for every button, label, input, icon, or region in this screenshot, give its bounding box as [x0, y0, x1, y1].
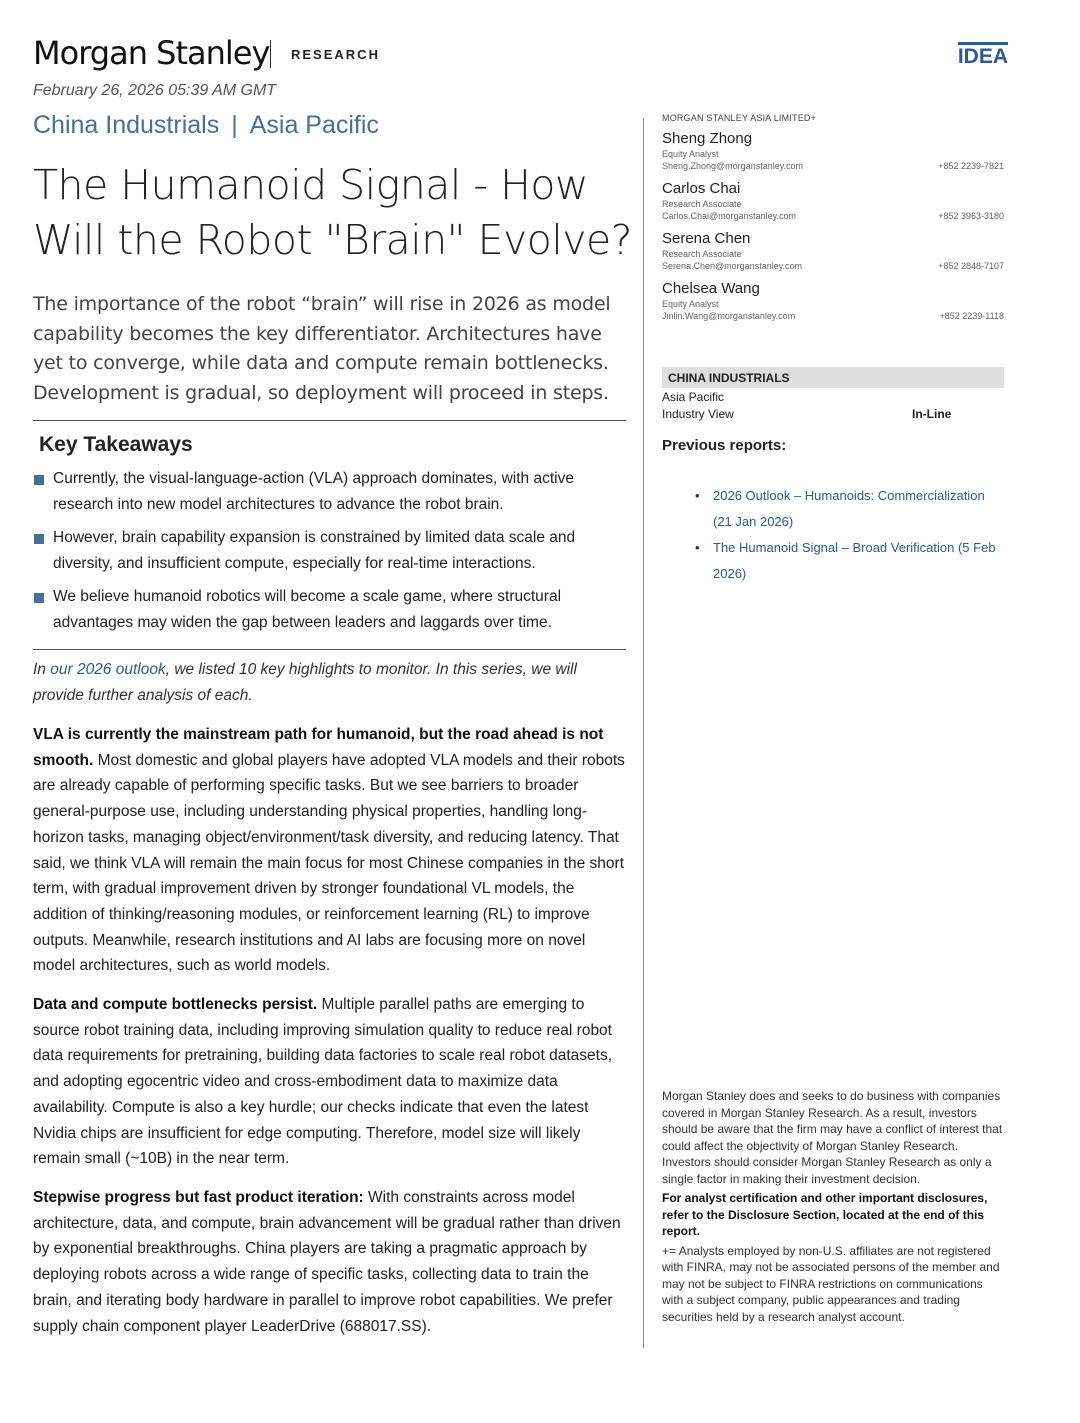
- analyst-role: Equity Analyst: [662, 149, 719, 159]
- certification-note: For analyst certification and other important disclosures, refer to the Disclosure Section, located at the end of this report.: [662, 1191, 988, 1238]
- analyst-email[interactable]: Carlos.Chai@morganstanley.com: [662, 211, 797, 221]
- intro-prefix: In: [33, 661, 51, 678]
- industry-bar: CHINA INDUSTRIALS: [662, 367, 1004, 388]
- analyst-phone: +852 2239-7821: [938, 161, 1004, 171]
- analyst-phone: +852 2848-7107: [938, 261, 1004, 271]
- paragraph-stepwise: [33, 1185, 628, 1339]
- logo-divider: [270, 40, 271, 68]
- report-subtitle: The importance of the robot “brain” will rise in 2026 as model capability becomes the key differentiator. Architectures have yet to converge, while data and compute remain bottlenecks. Development is gradual, so deployment will proceed in steps.: [33, 293, 611, 404]
- industry-view-value: In-Line: [912, 407, 952, 421]
- previous-report-item[interactable]: [695, 535, 1005, 587]
- analyst-contact: [662, 161, 1004, 171]
- paragraph-body: With constraints across model architecture, data, and compute, brain advancement will be gradual rather than driven by exponential breakthroughs. China players are taking a pragmatic approach by deploying robots across a wide range of specific tasks, collecting data to train the brain, and iterating body hardware in parallel to improve robot capabilities. We prefer supply chain component player LeaderDrive (688017.SS).: [33, 1189, 621, 1335]
- paragraph-body: Most domestic and global players have adopted VLA models and their robots are already capable of performing specific tasks. But we see barriers to broader general-purpose use, including understanding physical properties, handling long-horizon tasks, managing object/environment/task diversity, and reducing latency. That said, we think VLA will remain the main focus for most Chinese companies in the short term, with gradual improvement driven by stronger foundational VL models, the addition of thinking/reasoning modules, or reinforcement learning (RL) to improve outputs. Meanwhile, research institutions and AI labs are focusing more on novel model architectures, such as world models.: [33, 751, 625, 975]
- analyst-card: [662, 180, 1004, 221]
- square-bullet-icon: [34, 593, 44, 603]
- analyst-role: Equity Analyst: [662, 299, 719, 309]
- divider-bottom: [33, 649, 626, 650]
- sector-name: China Industrials: [33, 111, 220, 139]
- entity-name: MORGAN STANLEY ASIA LIMITED+: [662, 113, 817, 123]
- key-takeaways-heading: Key Takeaways: [39, 433, 193, 456]
- previous-report-link[interactable]: 2026 Outlook – Humanoids: Commercialization (21 Jan 2026): [713, 488, 985, 529]
- region-name: Asia Pacific: [249, 111, 379, 139]
- paragraph-lead: VLA is currently the mainstream path for humanoid, but the road ahead is not smooth.: [33, 726, 604, 769]
- takeaway-item: [33, 584, 623, 636]
- brand-logo: Morgan Stanley: [33, 34, 270, 72]
- square-bullet-icon: [34, 534, 44, 544]
- previous-reports-heading: Previous reports:: [662, 437, 787, 454]
- analyst-contact: [662, 261, 1004, 271]
- paragraph-lead: Stepwise progress but fast product iteration:: [33, 1189, 364, 1206]
- analyst-card: [662, 280, 1004, 321]
- takeaway-item: [33, 466, 623, 518]
- square-bullet-icon: [34, 475, 44, 485]
- analyst-role: Research Associate: [662, 199, 742, 209]
- previous-reports-list: [695, 483, 1005, 587]
- paragraph-data-compute: [33, 992, 628, 1172]
- takeaway-text: We believe humanoid robotics will become a scale game, where structural advantages may widen the gap between leaders and laggards over time.: [53, 588, 562, 631]
- analyst-email[interactable]: Sheng.Zhong@morganstanley.com: [662, 161, 804, 171]
- analyst-list: [662, 130, 1004, 330]
- publish-datetime: February 26, 2026 05:39 AM GMT: [33, 82, 277, 99]
- industry-view-label: Industry View: [662, 407, 734, 421]
- bullet-icon: •: [695, 488, 700, 503]
- analyst-email[interactable]: Jinlin.Wang@morganstanley.com: [662, 311, 796, 321]
- analyst-name: Serena Chen: [662, 230, 751, 247]
- takeaway-text: However, brain capability expansion is constrained by limited data scale and diversity, and insufficient compute, especially for real-time interactions.: [53, 529, 576, 572]
- takeaway-text: Currently, the visual-language-action (VLA) approach dominates, with active research into new model architectures to advance the robot brain.: [53, 470, 574, 513]
- analyst-role: Research Associate: [662, 249, 742, 259]
- disclaimer-block: [662, 1088, 1007, 1325]
- paragraph-lead: Data and compute bottlenecks persist.: [33, 996, 318, 1013]
- analyst-phone: +852 2239-1118: [939, 311, 1004, 321]
- analyst-phone: +852 3963-3180: [938, 211, 1004, 221]
- finra-note: += Analysts employed by non-U.S. affiliates are not registered with FINRA, may not be associated persons of the member and may not be subject to FINRA restrictions on communications with a subject company, public appearances and trading securities held by a research analyst account.: [662, 1243, 1000, 1324]
- disclaimer-text: Morgan Stanley does and seeks to do business with companies covered in Morgan Stanley Research. As a result, investors should be aware that the firm may have a conflict of interest that could affect the objectivity of Morgan Stanley Research. Investors should consider Morgan Stanley Research as only a single factor in making their investment decision.: [662, 1089, 1003, 1186]
- industry-region: Asia Pacific: [662, 390, 725, 404]
- key-takeaways-list: [33, 466, 623, 643]
- report-header: [33, 34, 1008, 74]
- report-title: The Humanoid Signal - How Will the Robot "Brain" Evolve?: [33, 161, 632, 264]
- previous-report-item[interactable]: [695, 483, 1005, 535]
- analyst-card: [662, 230, 1004, 271]
- research-label: RESEARCH: [291, 47, 380, 62]
- analyst-email[interactable]: Serena.Chen@morganstanley.com: [662, 261, 803, 271]
- analyst-contact: [662, 311, 1004, 321]
- previous-report-link[interactable]: The Humanoid Signal – Broad Verification (5 Feb 2026): [713, 540, 996, 581]
- series-intro: [33, 657, 623, 709]
- intro-suffix: , we listed 10 key highlights to monitor. In this series, we will provide further analysis of each.: [33, 661, 577, 704]
- idea-badge: IDEA: [958, 42, 1008, 68]
- takeaway-item: [33, 525, 623, 577]
- analyst-name: Chelsea Wang: [662, 280, 760, 297]
- outlook-link[interactable]: our 2026 outlook: [50, 661, 166, 678]
- sector-line: [33, 111, 379, 140]
- analyst-name: Sheng Zhong: [662, 130, 753, 147]
- paragraph-body: Multiple parallel paths are emerging to source robot training data, including improving simulation quality to reduce real robot data requirements for pretraining, building data factories to scale real robot datasets, and adopting egocentric video and cross-embodiment data to maximize data availability. Compute is also a key hurdle; our checks indicate that even the latest Nvidia chips are insufficient for edge computing. Therefore, model size will likely remain small (~10B) in the near term.: [33, 996, 612, 1168]
- sector-separator: |: [231, 111, 238, 139]
- divider-top: [33, 420, 626, 421]
- analyst-card: [662, 130, 1004, 171]
- sidebar-divider: [643, 118, 644, 1348]
- bullet-icon: •: [695, 540, 700, 555]
- analyst-contact: [662, 211, 1004, 221]
- paragraph-vla: [33, 722, 628, 979]
- analyst-name: Carlos Chai: [662, 180, 741, 197]
